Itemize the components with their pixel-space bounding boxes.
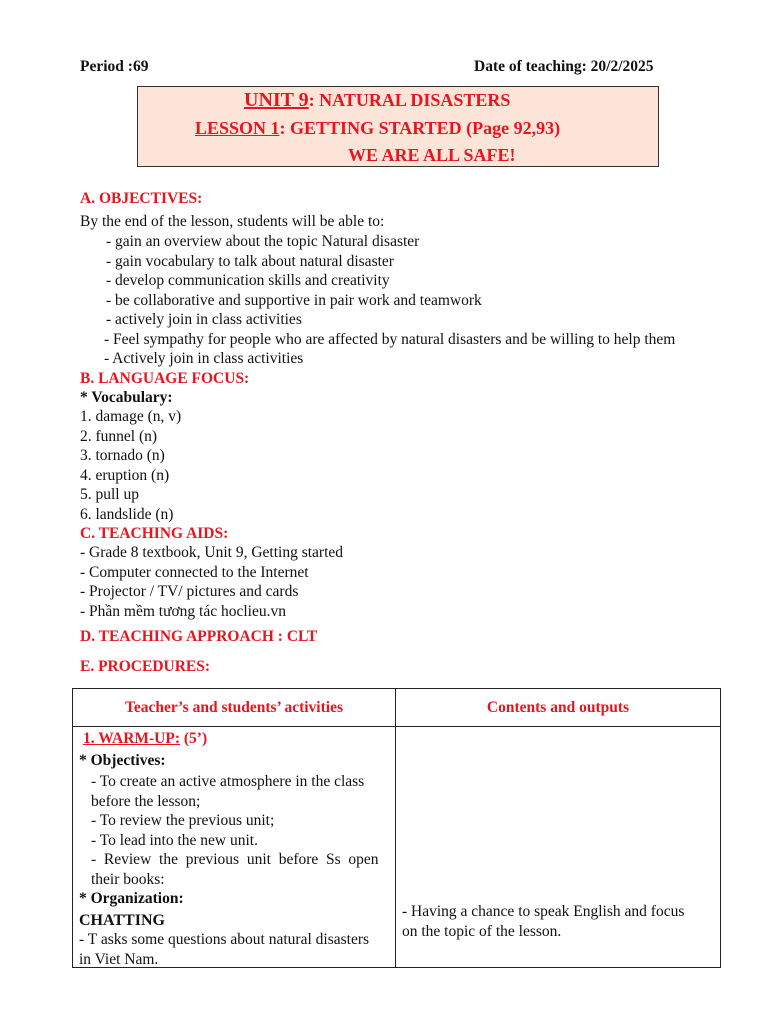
list-item: - gain vocabulary to talk about natural disaster: [106, 252, 394, 270]
activity-line: - T asks some questions about natural disasters: [79, 931, 370, 948]
output-line: on the topic of the lesson.: [402, 922, 562, 940]
warmup-title: [83, 729, 207, 749]
list-item: - actively join in class activities: [106, 311, 302, 328]
table-row: [73, 727, 721, 968]
list-item: - Computer connected to the Internet: [80, 563, 309, 581]
teaching-aids-heading: C. TEACHING AIDS:: [80, 525, 229, 542]
lesson-subtitle: WE ARE ALL SAFE!: [348, 145, 516, 165]
vocabulary-heading: * Vocabulary:: [80, 389, 173, 406]
organization-label: * Organization:: [79, 890, 184, 907]
activity-line: in Viet Nam.: [79, 950, 159, 968]
objective-line: their books:: [91, 870, 165, 888]
objectives-label: * Objectives:: [79, 752, 166, 769]
procedures-table: [72, 688, 721, 968]
list-item: - Phần mềm tương tác hoclieu.vn: [80, 602, 286, 620]
col-header-activities: Teacher’s and students’ activities: [73, 689, 396, 727]
list-item: - Grade 8 textbook, Unit 9, Getting started: [80, 544, 344, 561]
approach-heading: D. TEACHING APPROACH : CLT: [80, 628, 318, 645]
output-line: - Having a chance to speak English and focus: [402, 903, 685, 920]
list-item: - be collaborative and supportive in pair work and teamwork: [106, 291, 482, 309]
list-item: 2. funnel (n): [80, 427, 158, 445]
list-item: 6. landslide (n): [80, 505, 174, 523]
unit-name: : NATURAL DISASTERS: [308, 90, 511, 110]
list-item: - gain an overview about the topic Natural disaster: [106, 233, 420, 250]
lesson-title: [195, 118, 560, 139]
list-item: - Actively join in class activities: [104, 350, 304, 367]
objective-line: before the lesson;: [91, 792, 201, 810]
lesson-name: : GETTING STARTED (Page 92,93): [279, 118, 561, 138]
list-item: 1. damage (n, v): [80, 408, 182, 425]
language-focus-heading: B. LANGUAGE FOCUS:: [80, 370, 250, 387]
objective-line: - To lead into the new unit.: [91, 831, 258, 849]
list-item: 5. pull up: [80, 486, 139, 503]
activities-cell: [73, 727, 396, 968]
lesson-label: LESSON 1: [195, 118, 280, 138]
period-label: Period :69: [80, 58, 149, 75]
objectives-heading: A. OBJECTIVES:: [80, 190, 203, 207]
table-header-row: [73, 689, 721, 727]
list-item: - Feel sympathy for people who are affected by natural disasters and be willing to help them: [104, 330, 676, 348]
list-item: 4. eruption (n): [80, 466, 170, 484]
objective-line: - Review the previous unit before Ss open: [91, 851, 379, 868]
procedures-heading: E. PROCEDURES:: [80, 658, 211, 675]
list-item: - develop communication skills and creativity: [106, 272, 390, 289]
list-item: - Projector / TV/ pictures and cards: [80, 583, 299, 600]
unit-label: UNIT 9: [244, 89, 309, 111]
teaching-date: Date of teaching: 20/2/2025: [474, 58, 654, 75]
activity-name: CHATTING: [79, 912, 165, 929]
warmup-time: (5’): [180, 730, 208, 747]
lesson-title-box: [137, 86, 659, 167]
objective-line: - To create an active atmosphere in the class: [91, 773, 365, 790]
objective-line: - To review the previous unit;: [91, 812, 275, 829]
unit-title: [244, 89, 510, 112]
col-header-outputs: Contents and outputs: [396, 689, 721, 727]
objectives-intro: By the end of the lesson, students will be able to:: [80, 213, 385, 230]
warmup-label: 1. WARM-UP:: [83, 730, 181, 747]
outputs-cell: [396, 727, 721, 968]
list-item: 3. tornado (n): [80, 447, 165, 464]
